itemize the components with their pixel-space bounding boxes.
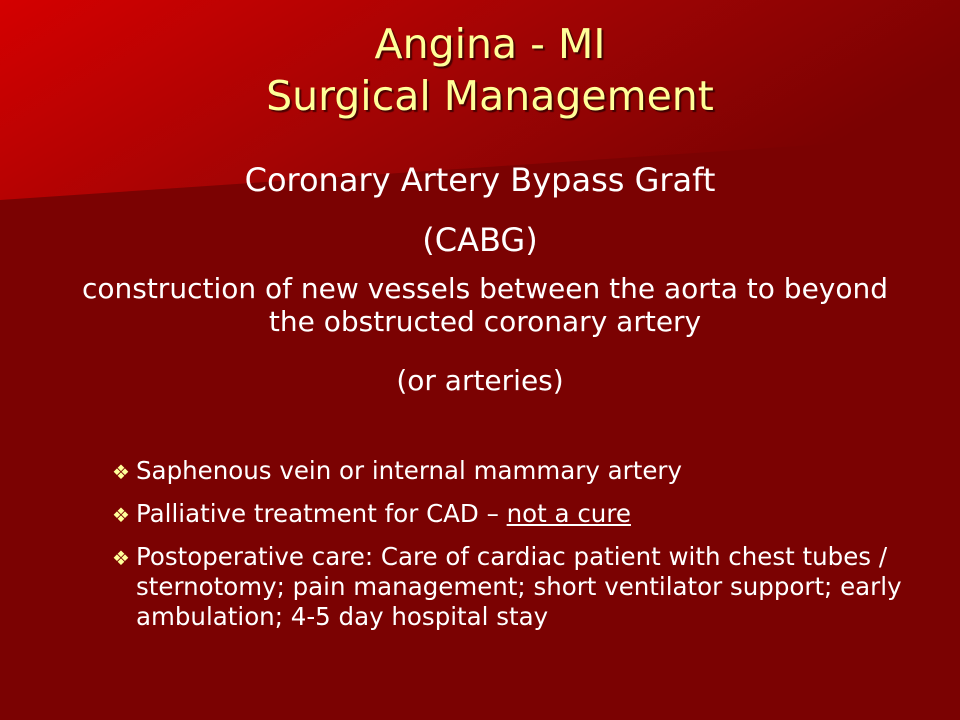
bullet-text: Palliative treatment for CAD – <box>136 499 507 528</box>
title-line-1: Angina - MI <box>374 20 606 68</box>
subtitle-line-2: (CABG) <box>422 221 538 259</box>
bullet-item <box>112 542 912 632</box>
bullet-item <box>112 456 912 486</box>
bullet-text: Postoperative care: Care of cardiac patient with chest tubes / sternotomy; pain management; short ventilator support; early ambulation; 4-5 day hospital stay <box>136 542 902 631</box>
bullet-item <box>112 499 912 529</box>
description-text: construction of new vessels between the aorta to beyond the obstructed coronary artery <box>81 272 889 338</box>
description-parenthetical: (or arteries) <box>396 364 564 397</box>
title-line-2: Surgical Management <box>266 72 714 120</box>
diamond-bullet-icon: ❖ <box>112 503 130 527</box>
slide-title <box>0 18 960 122</box>
subtitle-line-1: Coronary Artery Bypass Graft <box>244 161 716 199</box>
bullet-text-underlined: not a cure <box>506 499 631 528</box>
diamond-bullet-icon: ❖ <box>112 460 130 484</box>
bullet-text: Saphenous vein or internal mammary artery <box>136 456 682 485</box>
bullet-list <box>112 456 912 645</box>
diamond-bullet-icon: ❖ <box>112 546 130 570</box>
